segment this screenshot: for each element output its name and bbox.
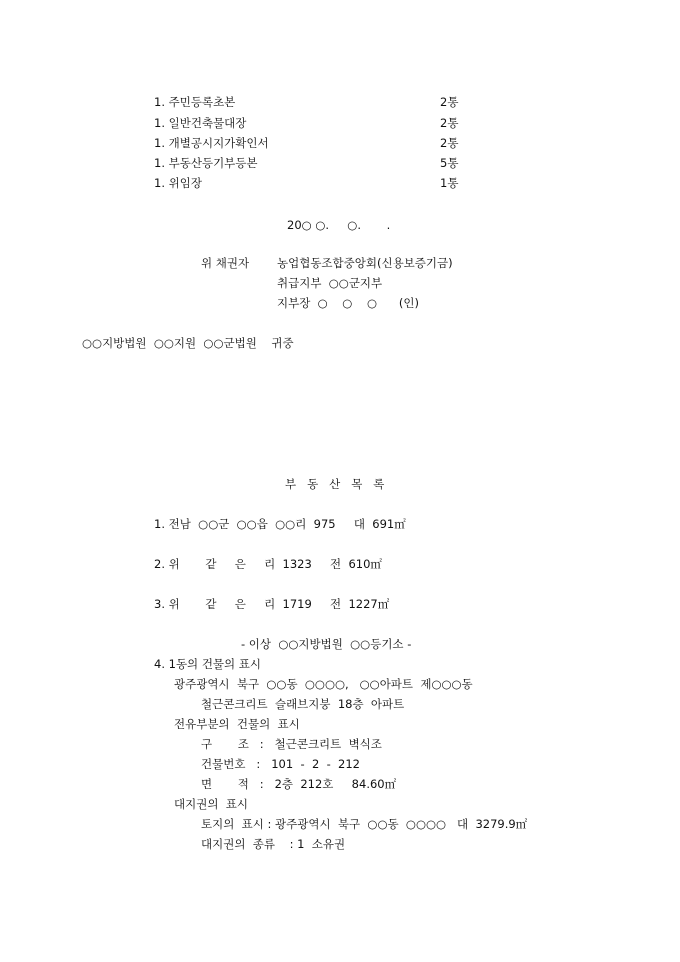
land-right-type: 대지권의 종류 : 1 소유권 bbox=[201, 837, 346, 851]
creditor-branch: 취급지부 ○○군지부 bbox=[277, 276, 383, 290]
building-structure: 철근콘크리트 슬래브지붕 18층 아파트 bbox=[201, 697, 405, 711]
attachment-item-label: 1. 주민등록초본 bbox=[154, 95, 236, 109]
registry-divider: - 이상 ○○지방법원 ○○등기소 - bbox=[241, 637, 412, 651]
attachment-item-label: 1. 위임장 bbox=[154, 176, 202, 190]
attachment-item-count: 1통 bbox=[440, 176, 459, 190]
creditor-name: 농업협동조합중앙회(신용보증기금) bbox=[277, 256, 453, 270]
attachment-item-count: 2통 bbox=[440, 95, 459, 109]
property-item: 1. 전남 ○○군 ○○읍 ○○리 975 대 691㎡ bbox=[154, 517, 406, 531]
land-display: 토지의 표시 : 광주광역시 북구 ○○동 ○○○○ 대 3279.9㎡ bbox=[201, 817, 528, 831]
detail-structure: 구 조 : 철근콘크리트 벽식조 bbox=[201, 737, 382, 751]
date-line: 20○ ○. ○. . bbox=[287, 218, 391, 232]
attachment-item-count: 2통 bbox=[440, 116, 459, 130]
creditor-manager-seal: 지부장 ○ ○ ○ (인) bbox=[277, 296, 420, 310]
property-item: 2. 위 같 은 리 1323 전 610㎡ bbox=[154, 557, 382, 571]
attachment-item-label: 1. 부동산등기부등본 bbox=[154, 156, 258, 170]
attachment-item-label: 1. 개별공시지가확인서 bbox=[154, 136, 269, 150]
attachment-item-count: 5통 bbox=[440, 156, 459, 170]
attachment-item-label: 1. 일반건축물대장 bbox=[154, 116, 247, 130]
attachment-item-count: 2통 bbox=[440, 136, 459, 150]
addressee: ○○지방법원 ○○지원 ○○군법원 귀중 bbox=[82, 336, 294, 350]
detail-building-number: 건물번호 : 101 - 2 - 212 bbox=[201, 757, 361, 771]
exclusive-part-title: 전유부분의 건물의 표시 bbox=[174, 717, 300, 731]
building-title: 4. 1동의 건물의 표시 bbox=[154, 657, 262, 671]
building-address: 광주광역시 북구 ○○동 ○○○○, ○○아파트 제○○○동 bbox=[174, 677, 473, 691]
land-right-title: 대지권의 표시 bbox=[174, 797, 248, 811]
property-list-heading: 부 동 산 목 록 bbox=[285, 477, 385, 491]
detail-area: 면 적 : 2층 212호 84.60㎡ bbox=[201, 777, 397, 791]
creditor-label: 위 채권자 bbox=[201, 256, 250, 270]
property-item: 3. 위 같 은 리 1719 전 1227㎡ bbox=[154, 597, 390, 611]
